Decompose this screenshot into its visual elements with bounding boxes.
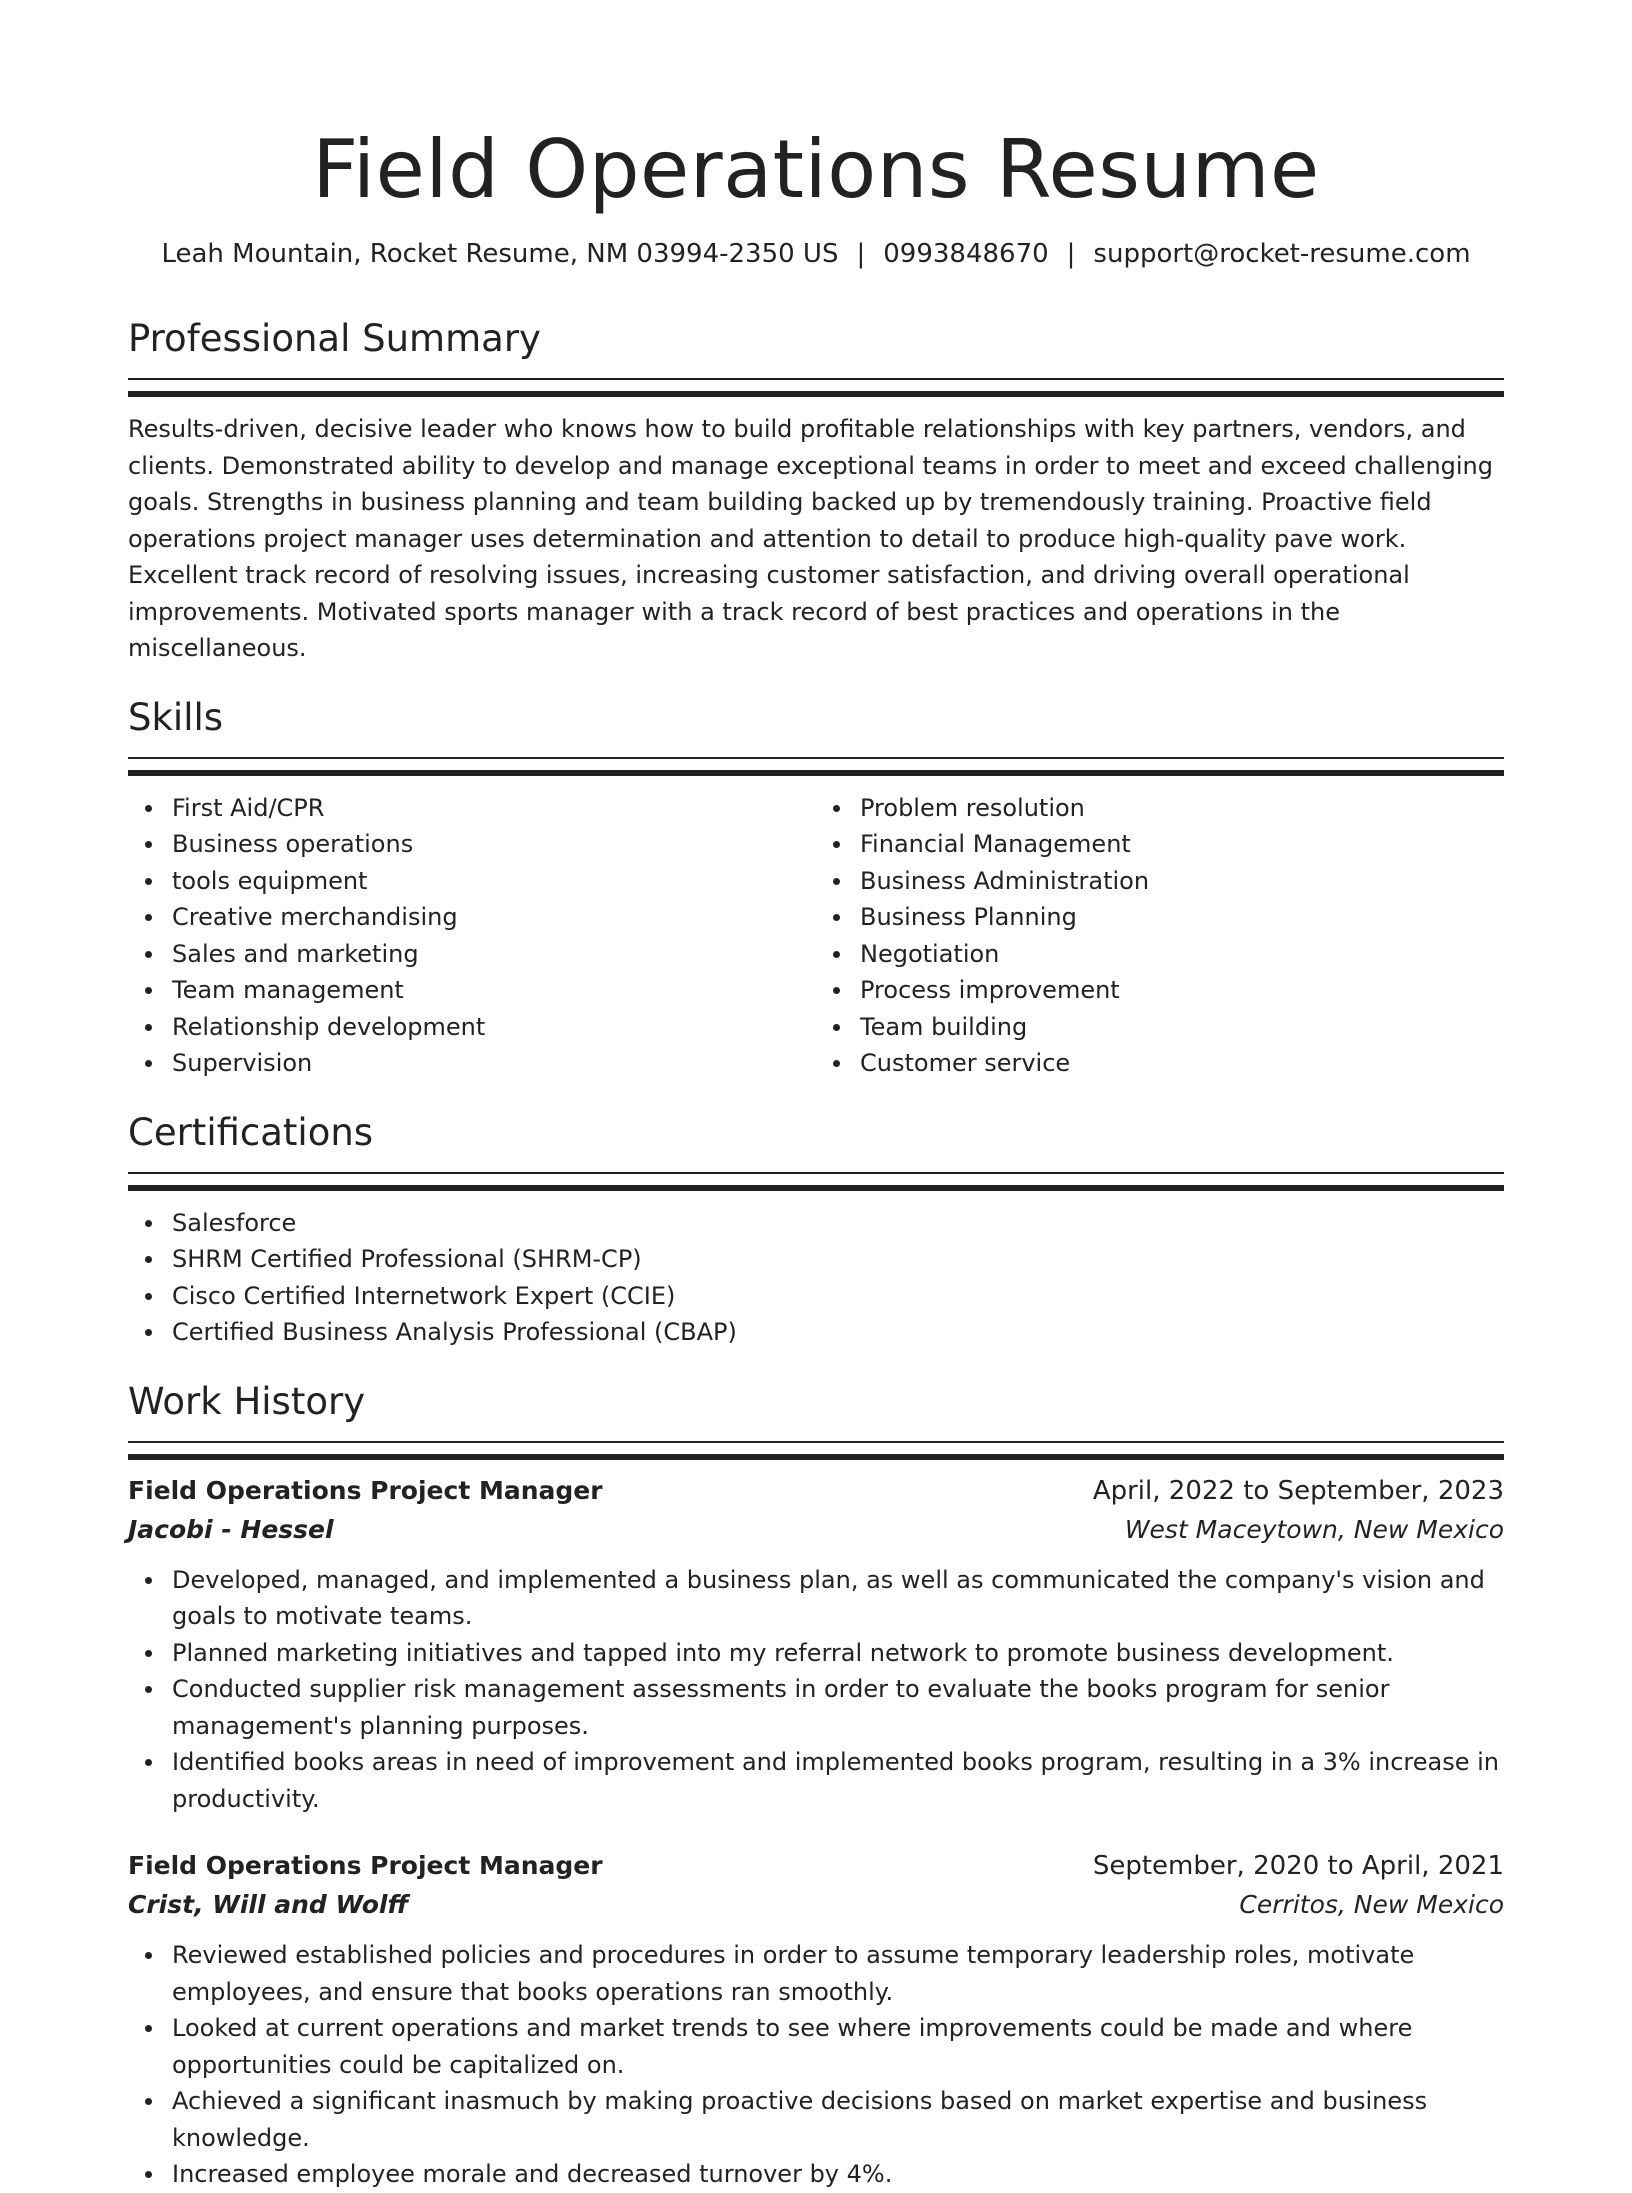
job-bullet: Planned marketing initiatives and tapped into my referral network to promote business development. (172, 1635, 1504, 1672)
skill-item: Problem resolution (860, 790, 1504, 827)
skill-item: Business Planning (860, 899, 1504, 936)
job-subheader (128, 1510, 1504, 1550)
job-dates: September, 2020 to April, 2021 (1092, 1851, 1504, 1881)
skill-item: Process improvement (860, 972, 1504, 1009)
job-entry (128, 1472, 1504, 1818)
section-divider (128, 1172, 1504, 1191)
contact-separator: | (1066, 239, 1076, 269)
job-bullet: Identified books areas in need of improvement and implemented books program, resulting in a 3% increase in productivity. (172, 1744, 1504, 1817)
summary-text: Results-driven, decisive leader who knows how to build profitable relationships with key partners, vendors, and clients. Demonstrated ability to develop and manage exceptional teams in order to meet and exceed challenging goals. Strengths in business planning and team building backed up by tremendously training. Proactive field operations project manager uses determination and attention to detail to produce high-quality pave work. Excellent track record of resolving issues, increasing customer satisfaction, and driving overall operational improvements. Motivated sports manager with a track record of best practices and operations in the miscellaneous. (128, 415, 1493, 662)
skill-item: Team building (860, 1009, 1504, 1046)
certification-item: Salesforce (172, 1205, 1504, 1242)
job-title: Field Operations Project Manager (128, 1475, 603, 1505)
skills-grid (128, 790, 1504, 1082)
section-divider (128, 757, 1504, 776)
job-location: West Maceytown, New Mexico (1124, 1514, 1504, 1544)
job-subheader (128, 1885, 1504, 1925)
resume-page (128, 0, 1504, 2193)
skill-item: First Aid/CPR (172, 790, 816, 827)
summary-section (128, 314, 1504, 667)
job-bullet: Looked at current operations and market trends to see where improvements could be made and where opportunities could be capitalized on. (172, 2010, 1504, 2083)
job-header (128, 1847, 1504, 1885)
skill-item: Sales and marketing (172, 936, 816, 973)
skill-item: tools equipment (172, 863, 816, 900)
contact-address: Leah Mountain, Rocket Resume, NM 03994-2350 US (161, 239, 839, 269)
job-bullet-list (128, 1562, 1504, 1818)
job-title: Field Operations Project Manager (128, 1851, 603, 1880)
certification-item: Certified Business Analysis Professional (CBAP) (172, 1314, 1504, 1351)
work-history-heading: Work History (128, 1379, 366, 1423)
skill-item: Creative merchandising (172, 899, 816, 936)
section-divider (128, 378, 1504, 397)
work-history-section (128, 1377, 1504, 2193)
job-entry (128, 1847, 1504, 2193)
skills-section (128, 693, 1504, 1082)
contact-email[interactable]: support@rocket-resume.com (1093, 239, 1471, 269)
summary-heading: Professional Summary (128, 317, 541, 360)
job-bullet: Conducted supplier risk management assessments in order to evaluate the books program for senior management's planning purposes. (172, 1671, 1504, 1744)
job-bullet-list (128, 1937, 1504, 2193)
job-company: Jacobi - Hessel (128, 1514, 334, 1544)
certifications-heading: Certifications (128, 1110, 374, 1154)
skills-list-right (816, 790, 1504, 1082)
contact-separator: | (856, 239, 866, 269)
section-divider (128, 1441, 1504, 1460)
job-location: Cerritos, New Mexico (1239, 1890, 1504, 1919)
contact-phone: 0993848670 (883, 239, 1049, 269)
job-bullet: Reviewed established policies and procedures in order to assume temporary leadership roles, motivate employees, and ensure that books operations ran smoothly. (172, 1937, 1504, 2010)
skill-item: Business Administration (860, 863, 1504, 900)
skill-item: Team management (172, 972, 816, 1009)
job-dates: April, 2022 to September, 2023 (1092, 1475, 1504, 1506)
job-bullet: Achieved a significant inasmuch by making proactive decisions based on market expertise and business knowledge. (172, 2083, 1504, 2156)
skills-heading: Skills (128, 695, 224, 739)
job-company: Crist, Will and Wolff (128, 1890, 409, 1919)
skill-item: Customer service (860, 1045, 1504, 1082)
skill-item: Relationship development (172, 1009, 816, 1046)
skill-item: Supervision (172, 1045, 816, 1082)
skill-item: Business operations (172, 826, 816, 863)
skill-item: Financial Management (860, 826, 1504, 863)
certification-item: SHRM Certified Professional (SHRM-CP) (172, 1241, 1504, 1278)
certification-item: Cisco Certified Internetwork Expert (CCIE) (172, 1278, 1504, 1315)
certifications-list (128, 1205, 1504, 1351)
skills-list-left (128, 790, 816, 1082)
skill-item: Negotiation (860, 936, 1504, 973)
resume-title: Field Operations Resume (312, 123, 1320, 216)
job-header (128, 1472, 1504, 1510)
job-bullet: Increased employee morale and decreased turnover by 4%. (172, 2156, 1504, 2193)
job-bullet: Developed, managed, and implemented a business plan, as well as communicated the company's vision and goals to motivate teams. (172, 1562, 1504, 1635)
certifications-section (128, 1108, 1504, 1351)
contact-line (128, 236, 1504, 272)
